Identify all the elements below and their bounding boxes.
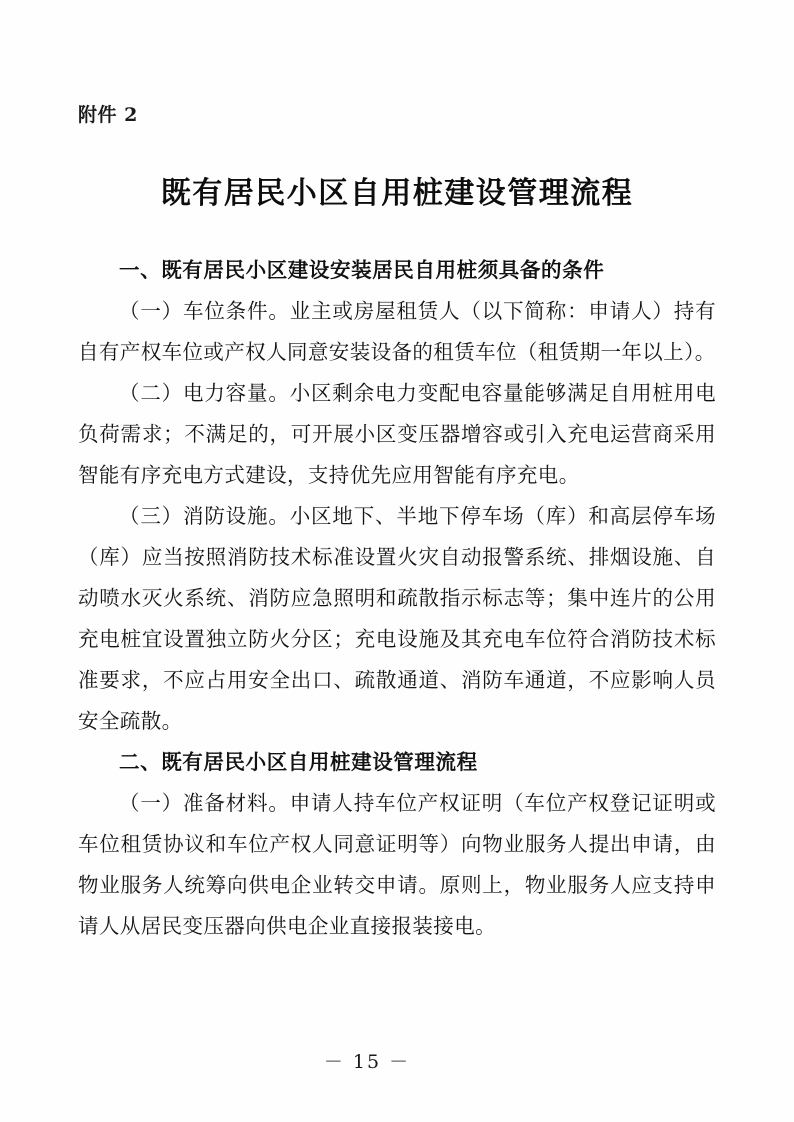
page-number [0, 1047, 794, 1074]
document-body [78, 250, 716, 947]
attachment-label: 附件 2 [78, 104, 138, 126]
paragraph-1-2: （二）电力容量。小区剩余电力变配电容量能够满足自用桩用电负荷需求；不满足的，可开展小区变压器增容或引入充电运营商采用智能有序充电方式建设，支持优先应用智能有序充电。 [78, 381, 716, 487]
section-heading-1: 一、既有居民小区建设安装居民自用桩须具备的条件 [119, 258, 605, 282]
paragraph-1-1: （一）车位条件。业主或房屋租赁人（以下简称：申请人）持有自有产权车位或产权人同意安装设备的租赁车位（租赁期一年以上）。 [78, 299, 716, 364]
page-number-value: － 15 － [323, 1051, 411, 1073]
paragraph-2-1: （一）准备材料。申请人持车位产权证明（车位产权登记证明或车位租赁协议和车位产权人同意证明等）向物业服务人提出申请，由物业服务人统筹向供电企业转交申请。原则上，物业服务人应支持申请人从居民变压器向供电企业直接报装接电。 [78, 791, 716, 938]
paragraph-1-3: （三）消防设施。小区地下、半地下停车场（库）和高层停车场（库）应当按照消防技术标准设置火灾自动报警系统、排烟设施、自动喷水灭火系统、消防应急照明和疏散指示标志等；集中连片的公用充电桩宜设置独立防火分区；充电设施及其充电车位符合消防技术标准要求，不应占用安全出口、疏散通道、消防车通道，不应影响人员安全疏散。 [78, 504, 716, 733]
section-heading-2: 二、既有居民小区自用桩建设管理流程 [119, 750, 478, 774]
page-title: 既有居民小区自用桩建设管理流程 [160, 176, 634, 211]
